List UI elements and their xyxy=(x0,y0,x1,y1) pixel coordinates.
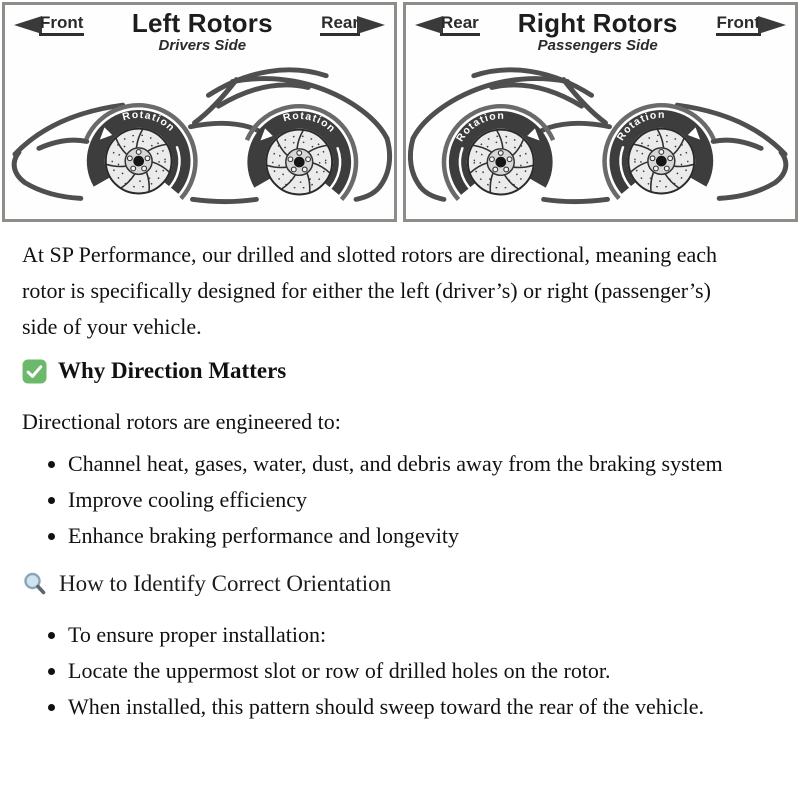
list-item: • Enhance braking performance and longevity xyxy=(68,518,746,554)
left-arrow-icon xyxy=(14,16,42,34)
front-direction xyxy=(14,14,84,36)
left-panel-header xyxy=(14,10,385,54)
panel-subtitle: Drivers Side xyxy=(158,37,247,54)
check-mark-icon xyxy=(22,359,47,384)
right-arrow-icon xyxy=(357,16,385,34)
left-arrow-icon xyxy=(415,16,443,34)
section-heading-identify-orientation xyxy=(22,568,778,600)
right-rotors-panel xyxy=(403,2,798,222)
list-item: • To ensure proper installation: xyxy=(68,617,746,653)
direction-label: Front xyxy=(716,14,761,36)
direction-label: Rear xyxy=(320,14,360,36)
panel-title: Right Rotors xyxy=(517,8,678,38)
list-item: • Locate the uppermost slot or row of drilled holes on the rotor. xyxy=(68,653,746,689)
list-item: • Improve cooling efficiency xyxy=(68,482,746,518)
intro-paragraph: At SP Performance, our drilled and slotted rotors are directional, meaning each rotor is specifically designed for either the left (driver’s) or right (passenger’s) side of your vehicle. xyxy=(22,242,718,339)
direction-label: Rear xyxy=(440,14,480,36)
heading-text: How to Identify Correct Orientation xyxy=(59,571,392,596)
list-item: • Channel heat, gases, water, dust, and debris away from the braking system xyxy=(68,446,746,482)
rotation-label: Rotation xyxy=(454,110,506,144)
rear-direction xyxy=(320,14,385,36)
magnifier-icon xyxy=(22,571,48,597)
list-item: • When installed, this pattern should sweep toward the rear of the vehicle. xyxy=(68,689,746,725)
right-arrow-icon xyxy=(758,16,786,34)
section-lead: Directional rotors are engineered to: xyxy=(22,409,341,434)
benefits-list xyxy=(22,446,746,554)
heading-text: Why Direction Matters xyxy=(58,358,287,383)
panel-title: Left Rotors xyxy=(131,8,273,38)
rotation-label: Rotation xyxy=(615,110,666,143)
front-direction xyxy=(716,14,786,36)
rotation-label: Rotation xyxy=(281,110,338,136)
rotor-direction-diagram xyxy=(0,0,800,222)
direction-label: Front xyxy=(39,14,84,36)
rear-direction xyxy=(415,14,480,36)
article-body xyxy=(0,222,800,725)
car-sketch xyxy=(14,70,389,202)
orientation-steps-list xyxy=(22,617,746,725)
rotation-label: Rotation xyxy=(121,109,177,135)
left-rotors-panel xyxy=(2,2,397,222)
section-heading-why-direction-matters xyxy=(22,355,778,387)
panel-subtitle: Passengers Side xyxy=(537,37,658,54)
right-panel-header xyxy=(415,10,786,54)
